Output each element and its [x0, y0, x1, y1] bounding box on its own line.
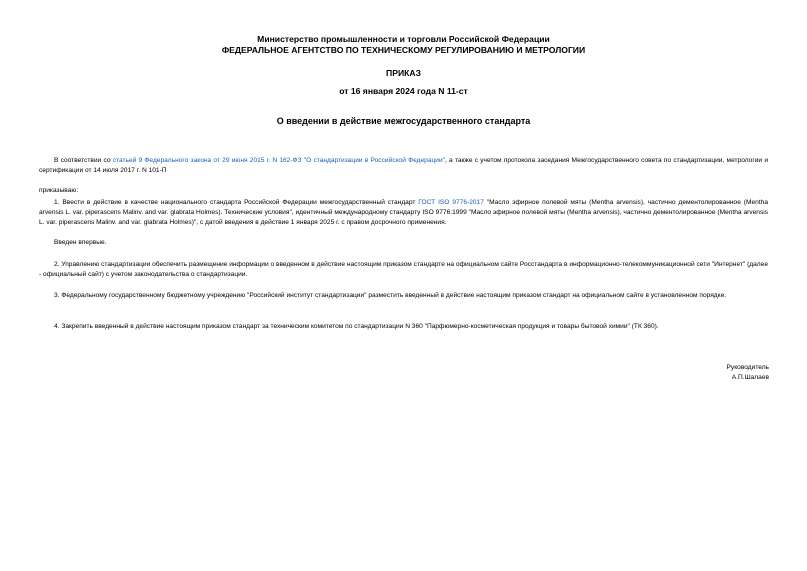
preamble-paragraph — [39, 156, 768, 176]
federal-law-link[interactable]: статьей 9 Федерального закона от 29 июня 2015 г. N 162-ФЗ "О стандартизации в Российской Федерации" — [112, 157, 445, 164]
order-word: приказываю: — [39, 187, 79, 194]
document-title: О введении в действие межгосударственного стандарта — [276, 116, 531, 126]
document-date-number: от 16 января 2024 года N 11-ст — [339, 86, 468, 96]
gost-standard-link[interactable]: ГОСТ ISO 9776-2017 — [418, 199, 484, 206]
introduced-first-time: Введен впервые. — [54, 239, 107, 246]
item-1-text-end: "Масло эфирное полевой мяты (Mentha arvensis), частично дементолированное (Mentha arvensis L. var. piperascens Malinv. and var. glabrata Holmes). Технические условия", идентичный международному стандарту ISO 9776:1999 "Масло эфирное полевой мяты (Mentha arvensis), частично дементолированное (Mentha arvensis L. var. piperascens Malinv. and var. glabrata Holmes)", с датой введения в действие 1 января 2025 г. с правом досрочного применения. — [39, 199, 768, 226]
agency-heading: ФЕДЕРАЛЬНОЕ АГЕНТСТВО ПО ТЕХНИЧЕСКОМУ РЕГУЛИРОВАНИЮ И МЕТРОЛОГИИ — [221, 45, 586, 55]
document-type: ПРИКАЗ — [386, 68, 421, 78]
preamble-text-end: , а также с учетом протокола заседания Межгосударственного совета по стандартизации, метрологии и сертификации от 14 июля 2017 г. N 101-П — [39, 157, 768, 174]
item-4-paragraph: 4. Закрепить введенный в действие настоящим приказом стандарт за техническим комитетом по стандартизации N 360 "Парфюмерно-косметическая продукция и товары бытовой химии" (ТК 360). — [54, 323, 659, 330]
signature-position: Руководитель — [726, 364, 769, 371]
item-2-paragraph: 2. Управлению стандартизации обеспечить размещение информации о введенном в действие настоящим приказом стандарте на официальном сайте Росстандарта в информационно-телекоммуникационной сети "Интернет" (далее - официальный сайт) с учетом законодательства о стандартизации. — [39, 261, 768, 278]
ministry-heading: Министерство промышленности и торговли Российской Федерации — [257, 34, 550, 44]
item-3-paragraph: 3. Федеральному государственному бюджетному учреждению "Российский институт стандартизации" разместить введенный в действие настоящим приказом стандарт на официальном сайте в установленном порядке. — [54, 292, 727, 299]
item-1-text-start: 1. Ввести в действие в качестве национального стандарта Российской Федерации межгосударственный стандарт — [54, 199, 419, 206]
signature-name: А.П.Шалаев — [731, 374, 769, 381]
preamble-text-start: В соответствии со — [54, 157, 113, 164]
item-1-paragraph — [39, 198, 768, 228]
